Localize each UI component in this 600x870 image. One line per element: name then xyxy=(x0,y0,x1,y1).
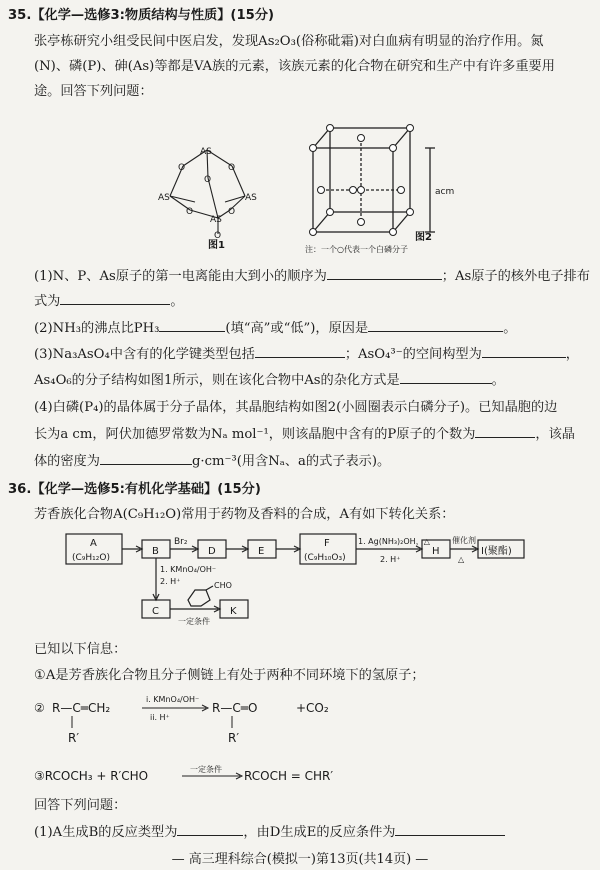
o-atom-1: O xyxy=(178,163,186,173)
label-e: E xyxy=(258,546,265,557)
o-atom-5: O xyxy=(228,207,236,217)
label-h: H xyxy=(432,546,440,557)
reagent-tollens: 1. Ag(NH₃)₂OH，△ xyxy=(358,537,430,546)
info2-co2: +CO₂ xyxy=(296,701,329,715)
q36-answer-intro: 回答下列问题： xyxy=(34,798,127,813)
label-b: B xyxy=(152,546,159,557)
info2-cond2: ii. H⁺ xyxy=(150,713,170,722)
info2-reaction xyxy=(34,692,354,750)
condition-c-to-k: 一定条件 xyxy=(178,617,210,626)
reaction-scheme xyxy=(60,528,530,628)
as-atom-right: AS xyxy=(245,193,257,203)
label-c: C xyxy=(152,606,159,617)
q35-part3-text-a: (3)Na₃AsO₄中含有的化学键类型包括 xyxy=(34,347,255,362)
benzaldehyde-cho: CHO xyxy=(214,581,232,590)
q35-part4-text-c: ，该晶 xyxy=(535,427,575,442)
answer-blank-boiling-point[interactable] xyxy=(159,318,225,332)
q35-part1-line1 xyxy=(34,266,590,287)
page-footer: — 高三理科综合(模拟一)第13页(共14页) — xyxy=(171,852,429,867)
q35-part1-text-b: ；As原子的核外电子排布 xyxy=(441,269,590,284)
as-atom-left: AS xyxy=(158,193,170,203)
info2-cond1: i. KMnO₄/OH⁻ xyxy=(146,695,200,704)
q35-part1-text-d: 。 xyxy=(170,294,184,309)
q35-part3-text-e: 。 xyxy=(491,373,505,388)
as-atom-top: AS xyxy=(200,147,212,157)
figure-2-unit-cell xyxy=(305,118,475,258)
q35-intro-line1: 张亭栋研究小组受民间中医启发，发现As₂O₃(俗称砒霜)对白血病有明显的治疗作用。氮 xyxy=(34,34,544,49)
figure-1-label: 图1 xyxy=(208,240,225,250)
answer-blank-hybridization[interactable] xyxy=(400,370,492,384)
answer-blank-reaction-type[interactable] xyxy=(177,822,243,836)
q35-part4-text-e: g·cm⁻³(用含Nₐ、a的式子表示)。 xyxy=(191,454,391,469)
q35-part3-text-d: As₄O₆的分子结构如图1所示，则在该化合物中As的杂化方式是 xyxy=(34,373,400,388)
answer-blank-bond-types[interactable] xyxy=(255,344,345,358)
q35-part2 xyxy=(34,318,590,339)
q36-part1-text-a: (1)A生成B的反应类型为 xyxy=(34,825,178,840)
q35-part3-line2 xyxy=(34,370,590,391)
info3-reactants: ③RCOCH₃ + R′CHO xyxy=(34,769,149,783)
o-atom-3: O xyxy=(204,175,212,185)
answer-blank-density[interactable] xyxy=(100,451,192,465)
info2-product-r: R′ xyxy=(228,731,240,745)
reagent-catalyst: 催化剂 xyxy=(452,536,476,545)
label-d: D xyxy=(208,546,216,557)
edge-length-label: acm xyxy=(435,187,455,197)
o-atom-6: O xyxy=(214,231,222,241)
info2-reactant-r: R′ xyxy=(68,731,80,745)
o-atom-4: O xyxy=(186,207,194,217)
q35-part3-text-c: ， xyxy=(565,347,579,362)
formula-f: (C₉H₁₀O₃) xyxy=(304,553,346,563)
figure-2-note: 注：一个○代表一个白磷分子 xyxy=(305,245,408,254)
reagent-heat: △ xyxy=(458,555,465,564)
reagent-h-plus-2: 2. H⁺ xyxy=(380,555,401,564)
q35-part4-line1: (4)白磷(P₄)的晶体属于分子晶体，其晶胞结构如图2(小圆圈表示白磷分子)。已知晶胞的边 xyxy=(34,400,558,415)
formula-a: (C₉H₁₂O) xyxy=(72,553,110,563)
q35-part1-line2 xyxy=(34,291,590,312)
q35-part2-text-c: 。 xyxy=(503,321,517,336)
figure-2-label: 图2 xyxy=(415,232,432,243)
answer-blank-ionization[interactable] xyxy=(327,266,442,280)
q35-part4-line3 xyxy=(34,451,590,472)
info3-condition: 一定条件 xyxy=(190,765,222,774)
figure-1-as4o6 xyxy=(150,130,280,250)
q35-part4-line2 xyxy=(34,424,590,445)
q36-header: 36.【化学—选修5:有机化学基础】(15分) xyxy=(8,482,261,497)
q36-known: 已知以下信息： xyxy=(34,642,127,657)
q35-part3-text-b: ；AsO₄³⁻的空间构型为 xyxy=(344,347,482,362)
info2-product: R—C═O xyxy=(212,701,258,715)
reagent-br2: Br₂ xyxy=(174,537,188,547)
label-f: F xyxy=(324,538,330,549)
label-a: A xyxy=(90,538,97,549)
info3-product: RCOCH = CHR′ xyxy=(244,769,334,783)
q35-part1-text-c: 式为 xyxy=(34,294,61,309)
answer-blank-electron-config[interactable] xyxy=(60,291,170,305)
reagent-h-plus-1: 2. H⁺ xyxy=(160,577,181,586)
q35-part1-text-a: (1)N、P、As原子的第一电离能由大到小的顺序为 xyxy=(34,269,327,284)
q35-intro-line3: 途。回答下列问题： xyxy=(34,84,153,99)
q35-part2-text-a: (2)NH₃的沸点比PH₃ xyxy=(34,321,160,336)
q35-header: 35.【化学—选修3:物质结构与性质】(15分) xyxy=(8,8,275,23)
o-atom-2: O xyxy=(228,163,236,173)
q35-intro-line2: (N)、磷(P)、砷(As)等都是VA族的元素，该族元素的化合物在研究和生产中有许多重要用 xyxy=(34,59,555,74)
q36-intro: 芳香族化合物A(C₉H₁₂O)常用于药物及香料的合成，A有如下转化关系： xyxy=(34,507,455,522)
q35-part3-line1 xyxy=(34,344,590,365)
label-i: I(聚酯) xyxy=(481,546,512,557)
q36-info1: ①A是芳香族化合物且分子侧链上有处于两种不同环境下的氢原子； xyxy=(34,668,425,683)
label-k: K xyxy=(230,606,237,617)
q36-part1-text-b: ，由D生成E的反应条件为 xyxy=(243,825,396,840)
reagent-kmno4: 1. KMnO₄/OH⁻ xyxy=(160,565,217,574)
q36-part1 xyxy=(34,822,590,843)
q35-part2-text-b: (填“高”或“低”)，原因是 xyxy=(225,321,369,336)
answer-blank-p-atoms[interactable] xyxy=(475,424,535,438)
info2-reactant: R—C═CH₂ xyxy=(52,701,111,715)
q35-part4-text-b: 长为a cm，阿伏加德罗常数为Nₐ mol⁻¹，则该晶胞中含有的P原子的个数为 xyxy=(34,427,476,442)
info2-number: ② xyxy=(34,701,45,715)
as-atom-bottom: AS xyxy=(210,215,222,225)
answer-blank-reaction-condition[interactable] xyxy=(395,822,505,836)
answer-blank-reason[interactable] xyxy=(368,318,503,332)
q35-part4-text-d: 体的密度为 xyxy=(34,454,100,469)
info3-reaction xyxy=(34,764,364,788)
answer-blank-geometry[interactable] xyxy=(482,344,566,358)
